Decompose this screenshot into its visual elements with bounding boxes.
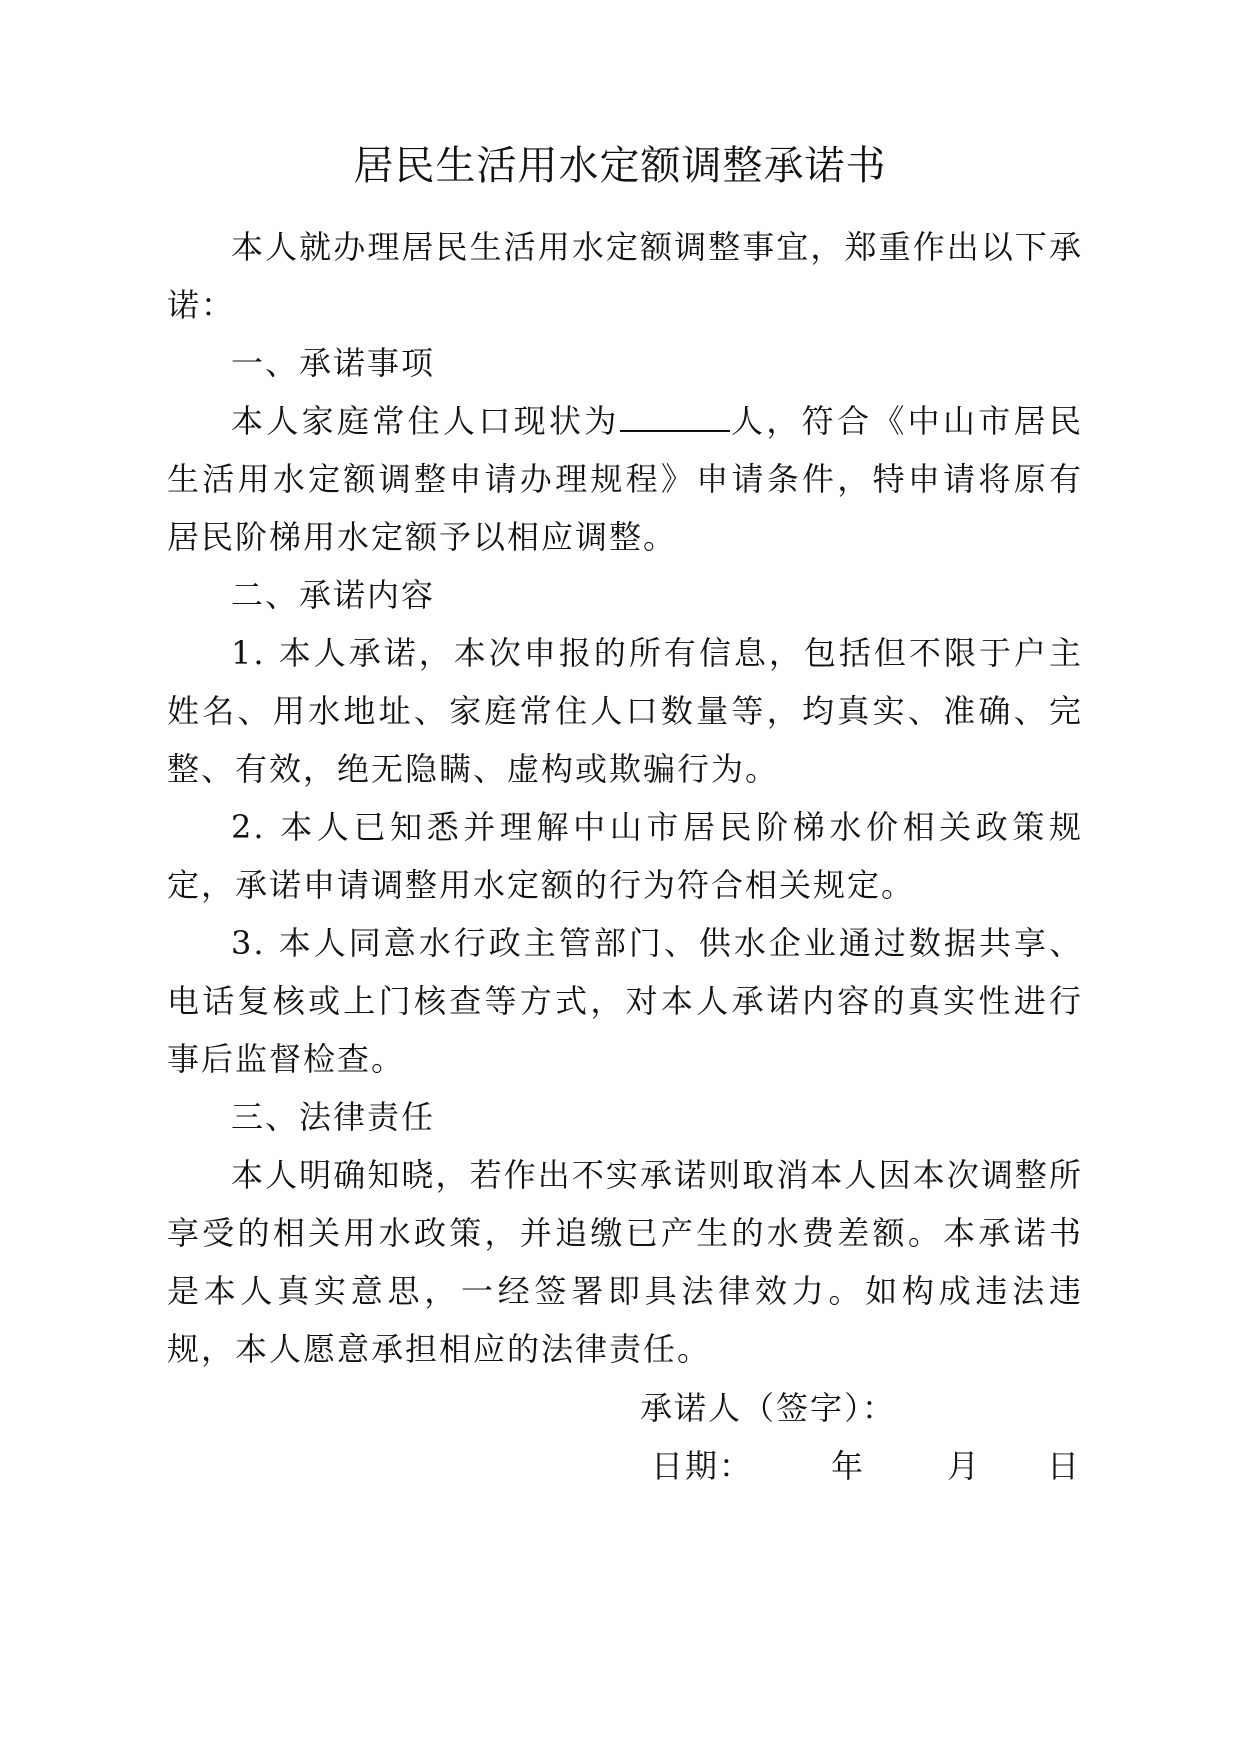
population-blank-field[interactable] <box>620 400 730 432</box>
commitment-item-1: 1. 本人承诺，本次申报的所有信息，包括但不限于户主姓名、用水地址、家庭常住人口数量等，均真实、准确、完整、有效，绝无隐瞒、虚构或欺骗行为。 <box>167 634 1083 788</box>
intro-paragraph: 本人就办理居民生活用水定额调整事宜，郑重作出以下承诺： <box>167 228 1083 324</box>
day-label: 日 <box>1047 1447 1082 1485</box>
document-body <box>167 218 1083 1378</box>
signer-label: 承诺人（签字）： <box>640 1389 897 1427</box>
month-label: 月 <box>947 1447 982 1485</box>
section-3-heading: 三、法律责任 <box>231 1098 436 1136</box>
section-1-heading: 一、承诺事项 <box>231 344 436 382</box>
section-3-paragraph: 本人明确知晓，若作出不实承诺则取消本人因本次调整所享受的相关用水政策，并追缴已产生的水费差额。本承诺书是本人真实意思，一经签署即具法律效力。如构成违法违规，本人愿意承担相应的法律责任。 <box>167 1156 1083 1368</box>
section-1-paragraph <box>167 392 1083 566</box>
year-label: 年 <box>831 1447 866 1485</box>
section-1-text-after-blank: 人，符合《中山市居民生活用水定额调整申请办理规程》申请条件，特申请将原有居民阶梯用水定额予以相应调整。 <box>167 402 1083 556</box>
commitment-item-3: 3. 本人同意水行政主管部门、供水企业通过数据共享、电话复核或上门核查等方式，对本人承诺内容的真实性进行事后监督检查。 <box>167 924 1083 1078</box>
date-label: 日期： <box>651 1447 754 1485</box>
document-title: 居民生活用水定额调整承诺书 <box>353 143 887 189</box>
commitment-item-2: 2. 本人已知悉并理解中山市居民阶梯水价相关政策规定，承诺申请调整用水定额的行为符合相关规定。 <box>167 808 1083 904</box>
section-1-text-before-blank: 本人家庭常住人口现状为 <box>231 402 620 440</box>
section-2-heading: 二、承诺内容 <box>231 576 436 614</box>
date-line <box>651 1437 1083 1495</box>
